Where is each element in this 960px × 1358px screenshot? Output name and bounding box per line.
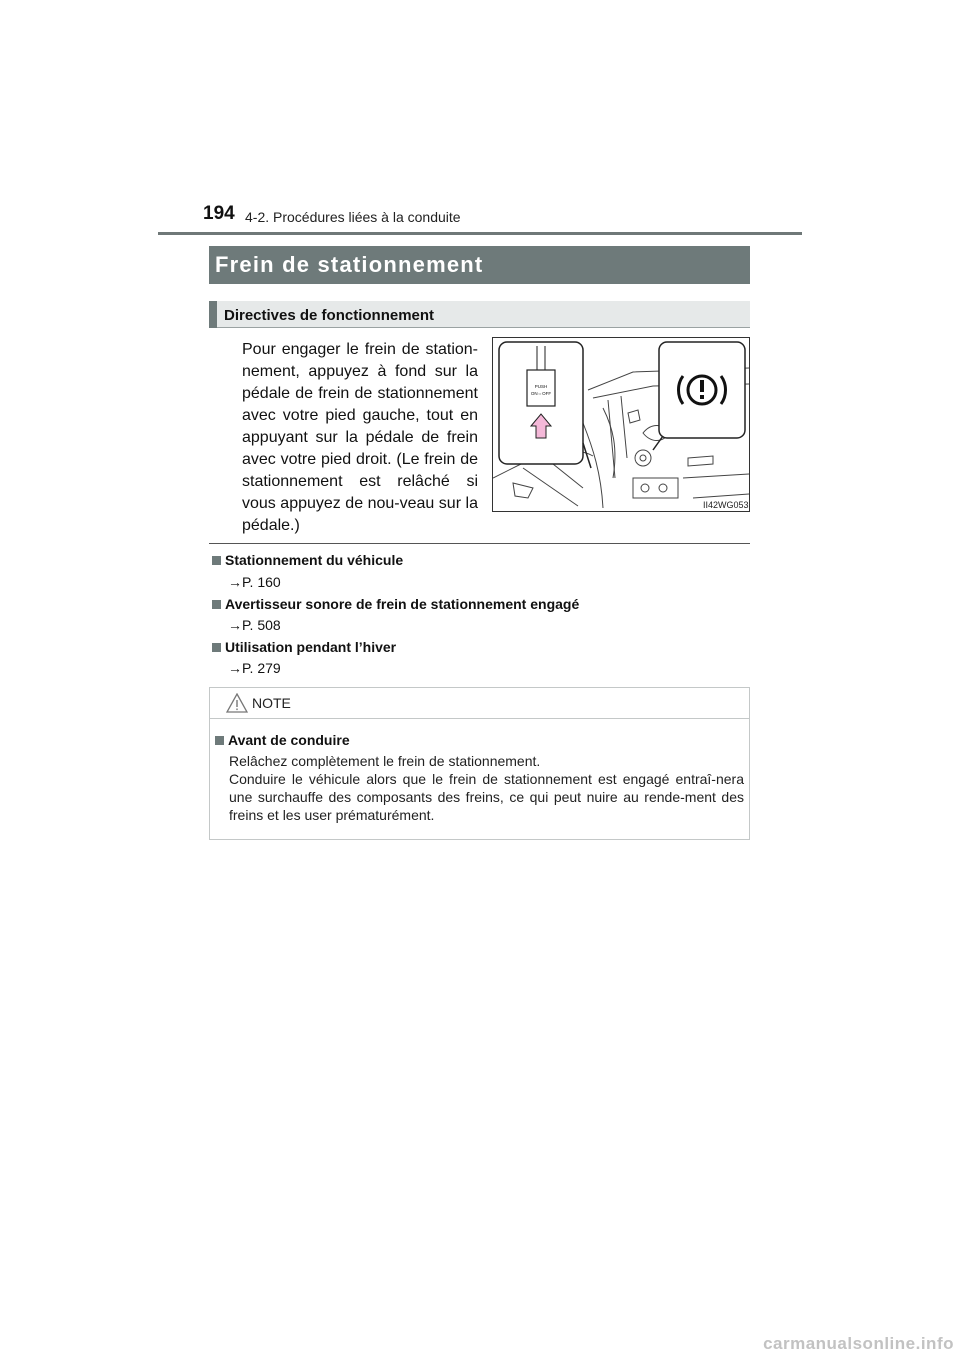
figure-code: II42WG053: [703, 500, 749, 510]
subsection-title: Directives de fonctionnement: [224, 307, 435, 324]
list-item-title: Utilisation pendant l’hiver: [212, 639, 396, 655]
square-bullet-icon: [215, 736, 224, 745]
pedal-label-bottom: ON⇔OFF: [530, 391, 552, 396]
subsection-marker: [209, 301, 217, 328]
page-reference: →P. 160: [228, 574, 281, 590]
pedal-label-top: PUSH: [534, 384, 548, 389]
header-rule: [158, 232, 802, 235]
page-reference: →P. 279: [228, 660, 281, 676]
note-label: NOTE: [252, 695, 291, 711]
watermark: carmanualsonline.info: [763, 1334, 954, 1353]
note-line-2: Conduire le véhicule alors que le frein de stationnement est engagé entraî-nera une surchauffe des composants des freins, ce qui peut nuire au rende-ment des freins et les user prématurément.: [229, 771, 744, 823]
separator-rule: [209, 543, 750, 544]
list-item-title: Avertisseur sonore de frein de stationnement engagé: [212, 596, 579, 612]
body-paragraph: Pour engager le frein de station-nement, appuyez à fond sur la pédale de frein de stationnement avec votre pied gauche, tout en appuyant sur la pédale de frein avec votre pied droit. (Le frein de stationnement est relâché si vous appuyez de nou-veau sur la pédale.): [242, 341, 478, 534]
list-item-title: Stationnement du véhicule: [212, 552, 403, 568]
square-bullet-icon: [212, 643, 221, 652]
note-item-title: Avant de conduire: [215, 732, 350, 748]
note-body: [229, 752, 744, 824]
dashboard-illustration: [493, 338, 749, 511]
page-number: 194: [203, 203, 235, 224]
note-line-1: Relâchez complètement le frein de stationnement.: [229, 753, 541, 769]
page-title: Frein de stationnement: [215, 252, 484, 277]
section-label: 4-2. Procédures liées à la conduite: [245, 209, 461, 225]
square-bullet-icon: [212, 600, 221, 609]
dashboard-figure: [492, 337, 750, 512]
page-reference: →P. 508: [228, 617, 281, 633]
warning-triangle-icon: [226, 693, 248, 713]
note-header-rule: [210, 718, 749, 719]
square-bullet-icon: [212, 556, 221, 565]
